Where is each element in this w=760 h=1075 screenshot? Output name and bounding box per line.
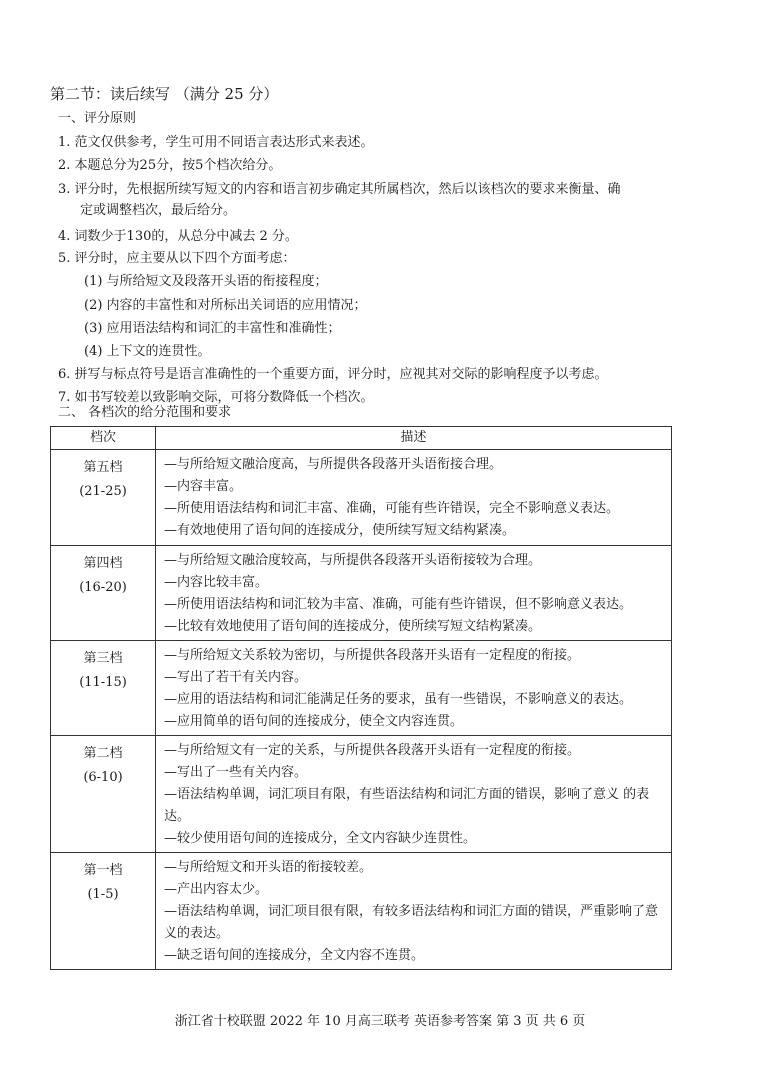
- consideration-item-1: (1) 与所给短文及段落开头语的衔接程度；: [84, 274, 328, 289]
- level-name: 第三档: [83, 651, 123, 666]
- score-levels-heading: 二、 各档次的给分范围和要求: [58, 405, 232, 420]
- description-line: —内容比较丰富。: [164, 575, 269, 590]
- description-line: —较少使用语句间的连接成分，全文内容缺少连贯性。: [164, 831, 477, 846]
- principle-item-3: 3. 评分时，先根据所续写短文的内容和语言初步确定其所属档次，然后以该档次的要求来衡量、确: [58, 182, 621, 197]
- description-line: —与所给短文融洽度高，与所提供各段落开头语衔接合理。: [164, 457, 503, 472]
- description-line: —与所给短文有一定的关系，与所提供各段落开头语有一定程度的衔接。: [164, 743, 581, 758]
- level-cell: [51, 546, 156, 641]
- level-range: (21-25): [79, 484, 127, 499]
- level-range: (6-10): [83, 770, 123, 785]
- table-row: [51, 546, 672, 641]
- level-name: 第四档: [83, 556, 123, 571]
- description-line: —比较有效地使用了语句间的连接成分，使所续写短文结构紧凑。: [164, 619, 542, 634]
- level-range: (11-15): [79, 675, 127, 690]
- table-row: [51, 641, 672, 736]
- level-cell: [51, 450, 156, 546]
- column-header-description: 描述: [156, 427, 672, 450]
- description-line: —缺乏语句间的连接成分，全文内容不连贯。: [164, 948, 425, 963]
- page-footer: 浙江省十校联盟 2022 年 10 月高三联考 英语参考答案 第 3 页 共 6 页: [174, 1014, 586, 1029]
- table-row: [51, 736, 672, 853]
- level-cell: [51, 853, 156, 970]
- principle-item-5: 5. 评分时，应主要从以下四个方面考虑：: [58, 251, 296, 266]
- column-header-level: 档次: [51, 427, 156, 450]
- table-row: [51, 450, 672, 546]
- principle-item-6: 6. 拼写与标点符号是语言准确性的一个重要方面，评分时，应视其对交际的影响程度予以考虑。: [58, 367, 608, 382]
- section-title: 第二节：读后续写 （满分 25 分）: [50, 85, 279, 103]
- description-line: —应用的语法结构和词汇能满足任务的要求，虽有一些错误，不影响意义的表达。: [164, 692, 633, 707]
- description-line: —与所给短文融洽度较高，与所提供各段落开头语衔接较为合理。: [164, 553, 542, 568]
- description-line: —内容丰富。: [164, 479, 243, 494]
- level-cell: [51, 736, 156, 853]
- description-line: —所使用语法结构和词汇较为丰富、准确，可能有些许错误，但不影响意义表达。: [164, 597, 633, 612]
- description-cell: [156, 736, 672, 853]
- description-cell: [156, 641, 672, 736]
- description-line: —语法结构单调，词汇项目有限，有些语法结构和词汇方面的错误，影响了意义 的表达。: [164, 787, 650, 824]
- grading-table: [50, 426, 672, 970]
- table-header-row: [51, 427, 672, 450]
- scoring-principles-heading: 一、评分原则: [58, 111, 137, 126]
- principle-item-7: 7. 如书写较差以致影响交际，可将分数降低一个档次。: [58, 390, 374, 405]
- level-name: 第一档: [83, 863, 123, 878]
- table-row: [51, 853, 672, 970]
- description-line: —写出了一些有关内容。: [164, 765, 308, 780]
- description-line: —与所给短文关系较为密切，与所提供各段落开头语有一定程度的衔接。: [164, 648, 581, 663]
- level-range: (1-5): [87, 887, 119, 902]
- description-line: —与所给短文和开头语的衔接较差。: [164, 860, 373, 875]
- description-line: —语法结构单调，词汇项目很有限，有较多语法结构和词汇方面的错误，严重影响了意义的表达。: [164, 904, 659, 941]
- description-cell: [156, 853, 672, 970]
- description-cell: [156, 546, 672, 641]
- description-line: —有效地使用了语句间的连接成分，使所续写短文结构紧凑。: [164, 523, 516, 538]
- consideration-item-4: (4) 上下文的连贯性。: [84, 344, 211, 359]
- description-cell: [156, 450, 672, 546]
- principle-item-4: 4. 词数少于130的，从总分中减去 2 分。: [58, 229, 298, 244]
- principle-item-1: 1. 范文仅供参考，学生可用不同语言表达形式来表述。: [58, 135, 374, 150]
- consideration-item-2: (2) 内容的丰富性和对所标出关词语的应用情况；: [84, 298, 367, 313]
- level-name: 第五档: [83, 460, 123, 475]
- description-line: —所使用语法结构和词汇丰富、准确，可能有些许错误，完全不影响意义表达。: [164, 501, 620, 516]
- principle-item-3-continued: 定或调整档次，最后给分。: [80, 203, 237, 218]
- level-cell: [51, 641, 156, 736]
- level-range: (16-20): [79, 580, 127, 595]
- description-line: —产出内容太少。: [164, 882, 269, 897]
- level-name: 第二档: [83, 746, 123, 761]
- consideration-item-3: (3) 应用语法结构和词汇的丰富性和准确性；: [84, 321, 341, 336]
- principle-item-2: 2. 本题总分为25分，按5个档次给分。: [58, 158, 282, 173]
- description-line: —写出了若干有关内容。: [164, 670, 308, 685]
- description-line: —应用简单的语句间的连接成分，使全文内容连贯。: [164, 714, 464, 729]
